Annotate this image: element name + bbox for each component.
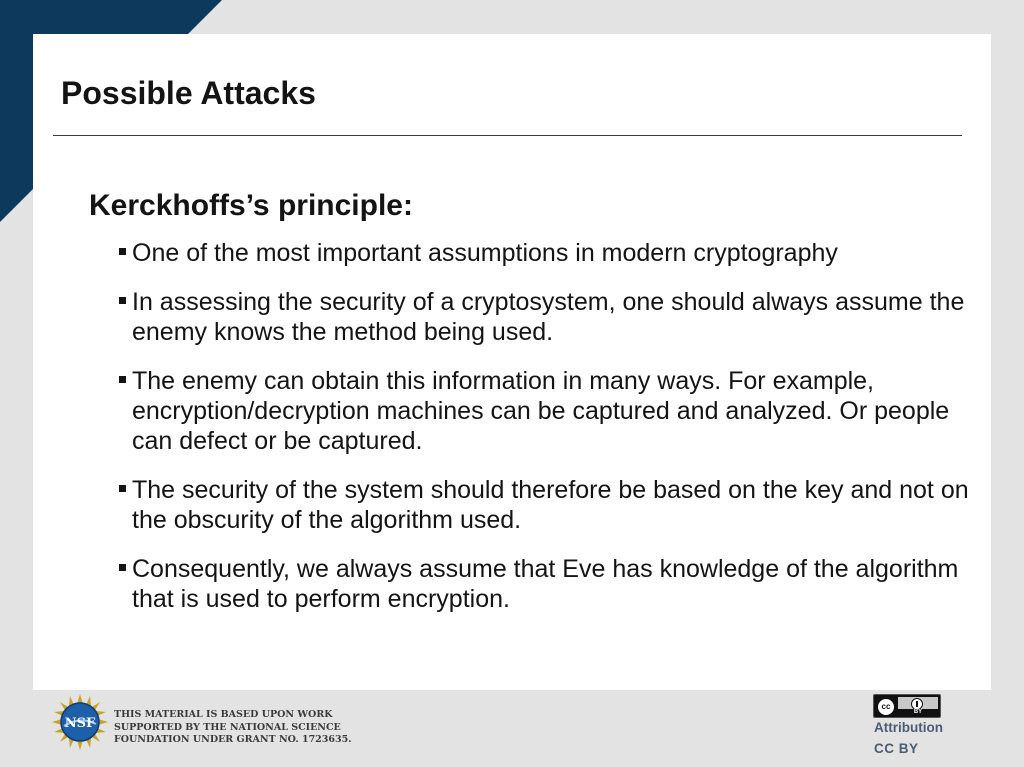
bullet-list (89, 238, 969, 614)
nsf-grant-line: FOUNDATION UNDER GRANT NO. 1723635. (114, 734, 352, 745)
nsf-logo-icon (52, 694, 108, 750)
nsf-grant-line: THIS MATERIAL IS BASED UPON WORK (114, 709, 333, 720)
creative-commons-icon: cc (876, 697, 896, 717)
license-label: CC BY (874, 741, 919, 756)
cc-badge-right (898, 697, 938, 715)
cc-badge-by: BY (898, 709, 938, 716)
slide-title: Possible Attacks (61, 75, 316, 111)
square-bullet-icon (119, 248, 126, 255)
nsf-logo-text: NSF (64, 716, 96, 731)
nsf-grant-line: SUPPORTED BY THE NATIONAL SCIENCE (114, 721, 341, 733)
title-divider (53, 135, 962, 136)
bullet-item (89, 366, 969, 456)
bullet-text: The security of the system should therefore be based on the key and not on the obscurity of the algorithm used. (132, 476, 969, 534)
square-bullet-icon (119, 564, 126, 571)
license-attribution: Attribution (874, 720, 943, 735)
square-bullet-icon (119, 297, 126, 304)
bullet-text: One of the most important assumptions in modern cryptography (132, 239, 838, 267)
slide-content (89, 188, 969, 633)
nsf-grant-notice (114, 709, 352, 747)
slide-card (33, 34, 991, 690)
principle-heading: Kerckhoffs’s principle: (89, 189, 413, 222)
bullet-text: In assessing the security of a cryptosystem, one should always assume the enemy knows the method being used. (132, 288, 965, 346)
square-bullet-icon (119, 376, 126, 383)
bullet-item (89, 475, 969, 535)
bullet-item (89, 238, 969, 268)
creative-commons-badge (873, 694, 941, 718)
bullet-item (89, 287, 969, 347)
bullet-item (89, 554, 969, 614)
bullet-text: Consequently, we always assume that Eve has knowledge of the algorithm that is used to perform encryption. (132, 555, 959, 613)
footer (0, 690, 1024, 767)
bullet-text: The enemy can obtain this information in many ways. For example, encryption/decryption machines can be captured and analyzed. Or people can defect or be captured. (132, 367, 950, 455)
square-bullet-icon (119, 485, 126, 492)
